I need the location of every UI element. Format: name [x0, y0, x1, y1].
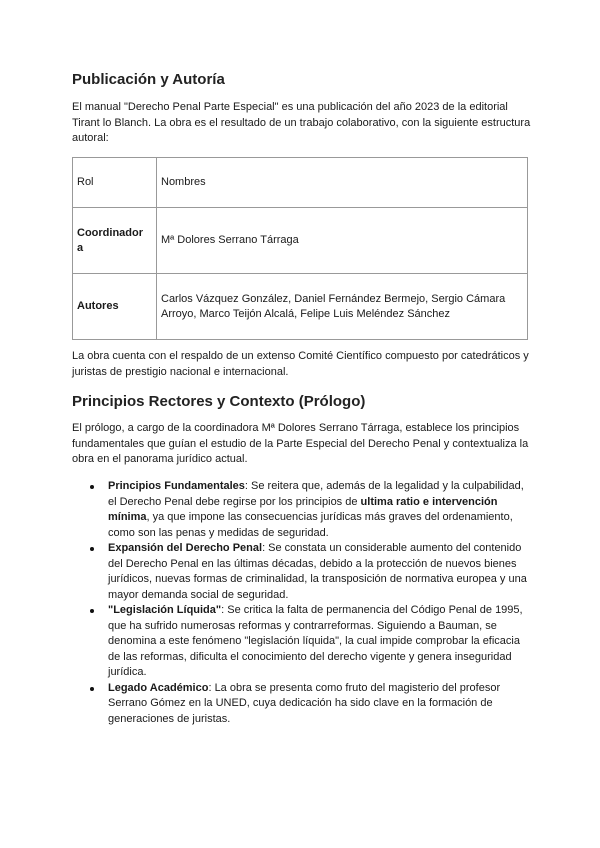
bullet-icon	[90, 485, 94, 489]
list-item	[72, 479, 532, 541]
bullet-emphasis: ultima ratio e intervención mínima	[108, 495, 498, 523]
closing-paragraph: La obra cuenta con el respaldo de un extenso Comité Científico compuesto por catedráticos y juristas de prestigio nacional e internacional.	[72, 350, 529, 378]
section-heading-publicacion: Publicación y Autoría	[72, 71, 225, 88]
principles-list	[72, 479, 532, 727]
list-item	[72, 681, 532, 728]
bullet-icon	[90, 609, 94, 613]
table-cell-names: Carlos Vázquez González, Daniel Fernández Bermejo, Sergio Cámara Arroyo, Marco Teijón Alcalá, Felipe Luis Meléndez Sánchez	[157, 274, 528, 340]
bullet-text-after: , ya que impone las consecuencias jurídicas más graves del ordenamiento, como son las penas y medidas de seguridad.	[108, 511, 513, 539]
table-header-cell-role: Rol	[73, 158, 157, 208]
prologue-paragraph: El prólogo, a cargo de la coordinadora Mª Dolores Serrano Tárraga, establece los principios fundamentales que guían el estudio de la Parte Especial del Derecho Penal y contextualiza la obra en el panorama jurídico actual.	[72, 422, 529, 465]
table-cell-names: Mª Dolores Serrano Tárraga	[157, 208, 528, 274]
bullet-text: : Se constata un considerable aumento del contenido del Derecho Penal en las últimas décadas, debido a la protección de nuevos bienes jurídicos, nuevas formas de criminalidad, la transposición de normativa europea y una mayor demanda social de seguridad.	[108, 542, 527, 601]
table-row	[73, 274, 528, 340]
bullet-title: Expansión del Derecho Penal	[108, 542, 263, 554]
role-label: Autores	[77, 300, 119, 312]
bullet-title: Principios Fundamentales	[108, 480, 245, 492]
table-cell-role	[73, 274, 157, 340]
table-row	[73, 208, 528, 274]
bullet-icon	[90, 547, 94, 551]
list-item	[72, 603, 532, 681]
list-item	[72, 541, 532, 603]
role-label: Coordinador a	[77, 226, 143, 254]
authorship-table	[72, 157, 528, 340]
table-header-cell-names: Nombres	[157, 158, 528, 208]
section-heading-principios: Principios Rectores y Contexto (Prólogo)	[72, 393, 366, 410]
table-cell-role	[73, 208, 157, 274]
intro-paragraph: El manual "Derecho Penal Parte Especial" es una publicación del año 2023 de la editorial Tirant lo Blanch. La obra es el resultado de un trabajo colaborativo, con la siguiente estructura autoral:	[72, 101, 531, 144]
bullet-title: "Legislación Líquida"	[108, 604, 222, 616]
bullet-title: Legado Académico	[108, 681, 209, 694]
bullet-text: : Se reitera que, además de la legalidad y la culpabilidad, el Derecho Penal debe regirse por los principios de	[108, 480, 524, 508]
bullet-text: : Se critica la falta de permanencia del Código Penal de 1995, que ha sufrido numerosas reformas y contrarreformas. Siguiendo a Bauman, se denomina a este fenómeno "legislación líquida", la cual impide comprobar la eficacia de las reformas, dificulta el conocimiento del derecho vigente y genera inseguridad jurídica.	[108, 604, 523, 678]
table-header-row	[73, 158, 528, 208]
bullet-icon	[90, 687, 94, 691]
bullet-text: : La obra se presenta como fruto del magisterio del profesor Serrano Gómez en la UNED, cuya dedicación ha sido clave en la formación de generaciones de juristas.	[108, 681, 501, 725]
